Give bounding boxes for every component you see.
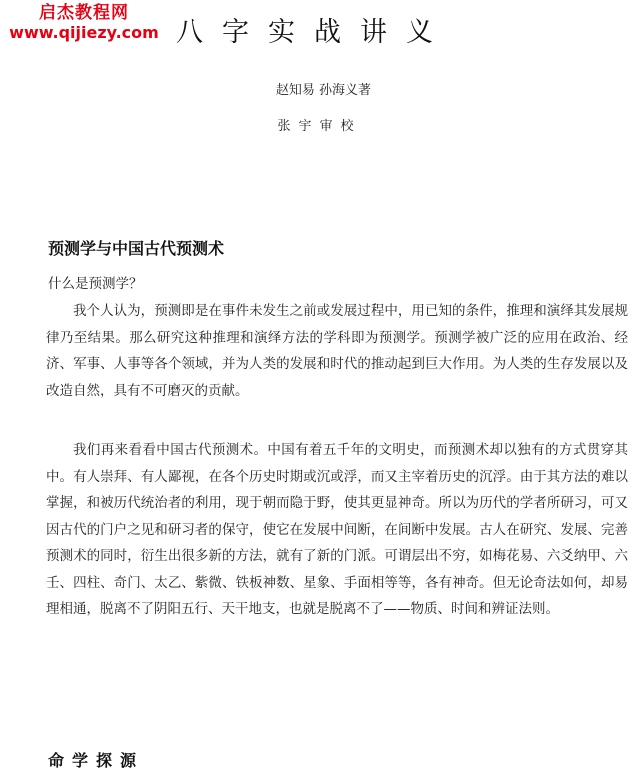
paragraph-1: 我个人认为，预测即是在事件未发生之前或发展过程中，用已知的条件，推理和演绎其发展规律乃至结果。那么研究这种推理和演绎方法的学科即为预测学。预测学被广泛的应用在政治、经济、军事、人事等各个领域，并为人类的发展和时代的推动起到巨大作用。为人类的生存发展以及改造自然，具有不可磨灭的贡献。	[46, 303, 628, 399]
watermark-url: www.qijiezy.com	[9, 22, 159, 42]
chapter-heading: 命学探源	[48, 751, 145, 770]
section-question: 什么是预测学？	[48, 276, 143, 292]
document-authors: 赵知易 孙海义著	[275, 83, 372, 98]
paragraph-2: 我们再来看看中国古代预测术。中国有着五千年的文明史，而预测术却以独有的方式贯穿其中。有人崇拜、有人鄙视，在各个历史时期或沉或浮，而又主宰着历史的沉浮。由于其方法的难以掌握，和被历代统治者的利用，现于朝而隐于野，使其更显神奇。所以为历代的学者所研习，可又因古代的门户之见和研习者的保守，使它在发展中间断，在间断中发展。古人在研究、发展、完善预测术的同时，衍生出很多新的方法，就有了新的门派。可谓层出不穷，如梅花易、六爻纳甲、六壬、四柱、奇门、太乙、紫微、铁板神数、星象、手面相等等，各有神奇。但无论奇法如何，却易理相通，脱离不了阴阳五行、天干地支，也就是脱离不了——物质、时间和辨证法则。	[46, 442, 628, 617]
section-heading: 预测学与中国古代预测术	[48, 239, 225, 258]
document-title: 八字实战讲义	[176, 17, 452, 48]
watermark-site-name: 启杰教程网	[39, 3, 129, 23]
watermark-logo	[4, 4, 164, 42]
document-reviewer: 张宇审校	[277, 119, 362, 134]
